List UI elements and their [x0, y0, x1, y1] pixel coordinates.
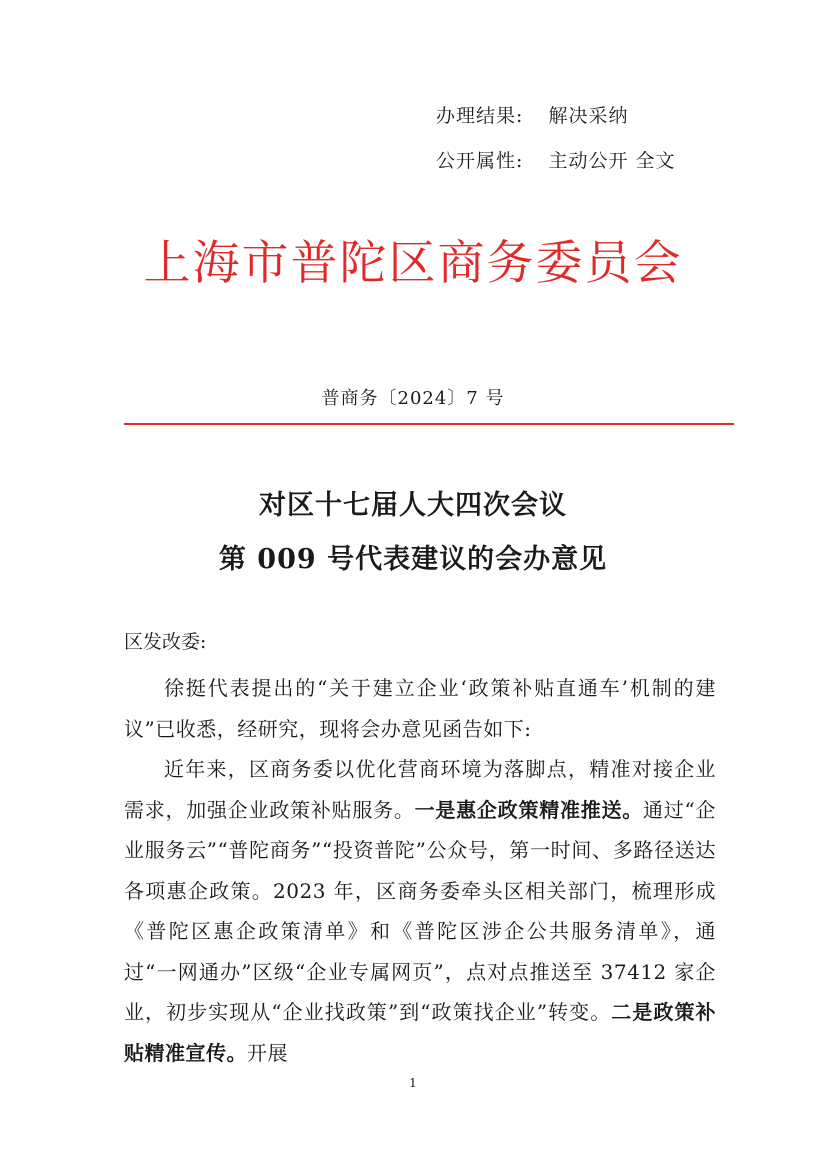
point-one-text: 通过“企业服务云”“普陀商务”“投资普陀”公众号，第一时间、多路径送达各项惠企政策。2023 年，区商务委牵头区相关部门，梳理形成《普陀区惠企政策清单》和《普陀区涉企公共服务清单》，通过“一网通办”区级“企业专属网页”，点对点推送至 37412 家企业，初步实现从“企业找政策”到“政策找企业”转变。 [124, 797, 717, 1024]
page-number: 1 [409, 1076, 417, 1090]
letter-body [124, 668, 716, 1073]
point-two-text: 开展 [247, 1040, 288, 1065]
handling-result-label: 办理结果: [436, 105, 524, 127]
handling-result-line [436, 101, 628, 128]
red-divider-line [124, 423, 734, 425]
disclosure-line [436, 146, 676, 173]
paragraph-2 [124, 749, 716, 1073]
disclosure-value: 主动公开 全文 [548, 150, 676, 172]
salutation: 区发改委: [124, 631, 207, 653]
point-one-heading: 一是惠企政策精准推送。 [414, 797, 643, 822]
document-title-line-2: 第 009 号代表建议的会办意见 [218, 544, 608, 575]
document-number: 普商务〔2024〕7 号 [321, 388, 505, 409]
paragraph-2-intro: 近年来，区商务委以优化营商环境为落脚点，精准对接企业需求，加强企业政策补贴服务。 [124, 757, 716, 822]
paragraph-1: 徐挺代表提出的“关于建立企业‘政策补贴直通车’机制的建议”已收悉，经研究，现将会办意见函告如下: [124, 676, 716, 741]
issuing-organization: 上海市普陀区商务委员会 [143, 236, 683, 291]
handling-result-value: 解决采纳 [548, 105, 629, 127]
disclosure-label: 公开属性: [436, 150, 524, 172]
document-title-line-1: 对区十七届人大四次会议 [259, 490, 567, 521]
point-two-heading: 二是政策补贴精准宣传。 [124, 1000, 717, 1065]
